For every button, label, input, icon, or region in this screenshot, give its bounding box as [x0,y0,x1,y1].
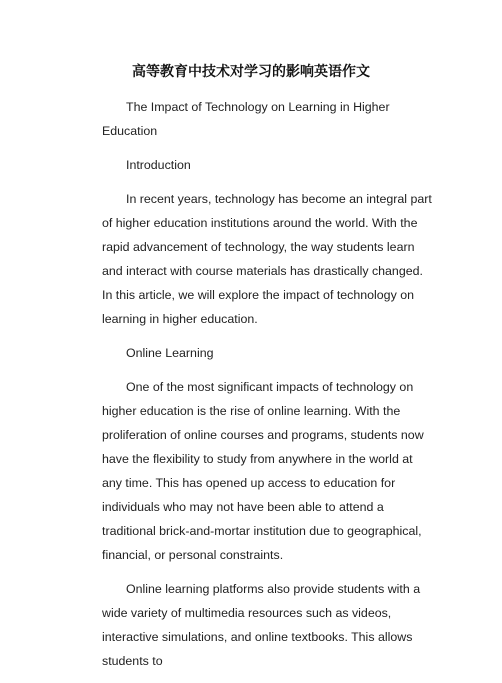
paragraph-introduction: In recent years, technology has become an integral part of higher education institutions around the world. With the rapid advancement of technology, the way students learn and interact with course materials has drastically changed. In this article, we will explore the impact of technology on learning in higher education. [102,192,432,326]
document-title: 高等教育中技术对学习的影响英语作文 [132,64,370,80]
section-heading-introduction: Introduction [126,158,191,172]
document-body [102,95,432,683]
article-title: The Impact of Technology on Learning in Higher Education [102,100,390,138]
paragraph-online-learning-2: Online learning platforms also provide students with a wide variety of multimedia resources such as videos, interactive simulations, and online textbooks. This allows students to [102,582,421,668]
section-heading-online-learning: Online Learning [126,346,214,360]
paragraph-online-learning-1: One of the most significant impacts of technology on higher education is the rise of online learning. With the proliferation of online courses and programs, students now have the flexibility to study from anywhere in the world at any time. This has opened up access to education for individuals who may not have been able to attend a traditional brick-and-mortar institution due to geographical, financial, or personal constraints. [102,380,424,562]
